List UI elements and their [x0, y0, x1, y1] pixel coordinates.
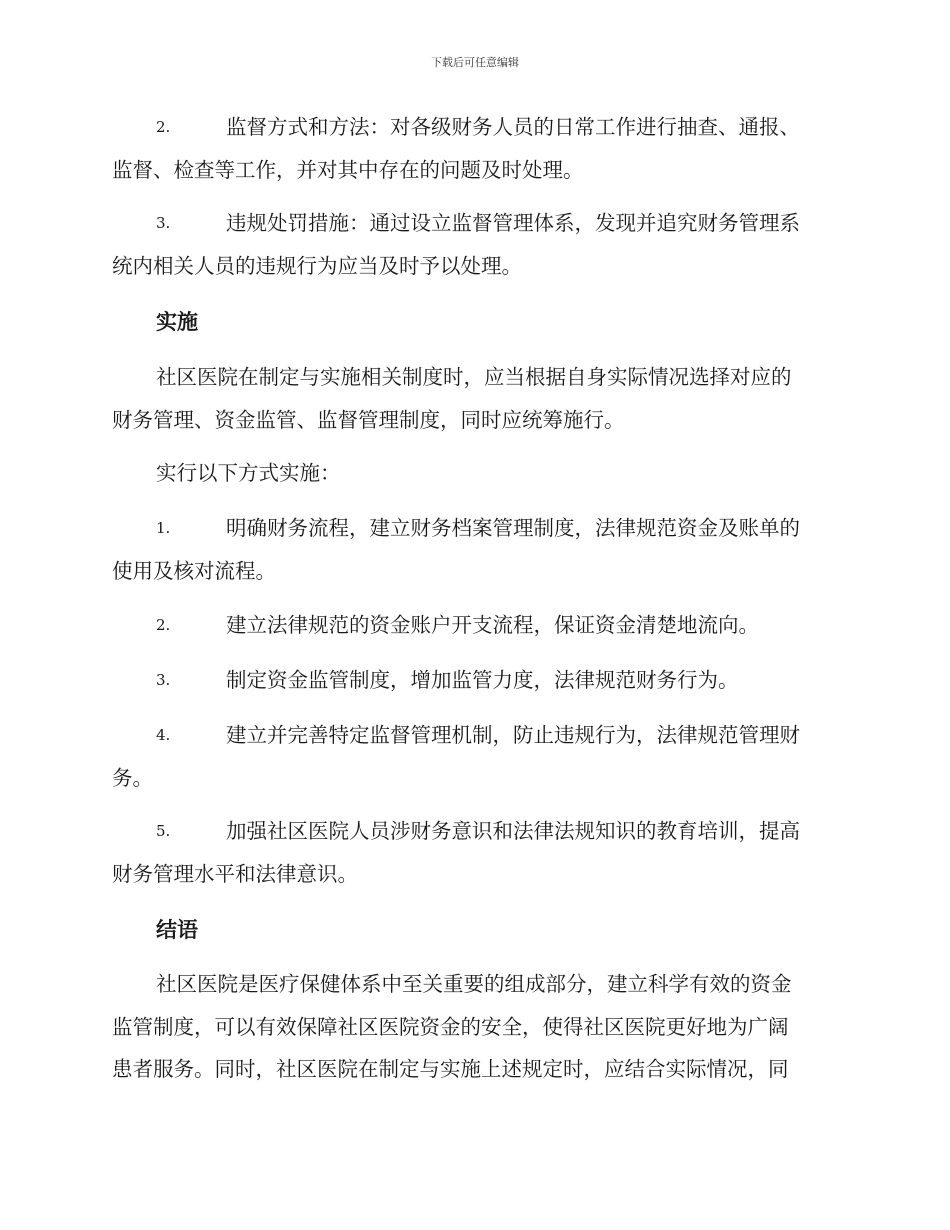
paragraph-line-2: 监管制度，可以有效保障社区医院资金的安全，使得社区医院更好地为广阔 — [112, 1014, 789, 1039]
list-text-line-1: 监督方式和方法：对各级财务人员的日常工作进行抽查、通报、 — [226, 115, 800, 139]
paragraph-line-1: 实行以下方式实施： — [156, 461, 341, 485]
list-text-line-2: 统内相关人员的违规行为应当及时予以处理。 — [112, 253, 522, 278]
paragraph-line-2: 财务管理、资金监管、监督管理制度，同时应统筹施行。 — [112, 407, 625, 432]
list-item-2-supervision — [112, 106, 834, 191]
list-number: 3. — [156, 214, 171, 232]
list-text-line-1: 违规处罚措施：通过设立监督管理体系，发现并追究财务管理系 — [226, 211, 800, 235]
list-number: 2. — [156, 118, 171, 136]
paragraph-line-1: 社区医院是医疗保健体系中至关重要的组成部分，建立科学有效的资金 — [156, 972, 792, 996]
list-number: 4. — [156, 726, 171, 744]
list-number: 5. — [156, 822, 171, 840]
list-text-line-1: 制定资金监管制度，增加监管力度，法律规范财务行为。 — [226, 668, 739, 692]
list-text-line-1: 建立法律规范的资金账户开支流程，保证资金清楚地流向。 — [226, 613, 759, 637]
list-item-1-workflow — [112, 507, 834, 592]
list-item-2-accounts — [112, 604, 834, 647]
list-item-4-mechanism — [112, 714, 834, 799]
list-number: 3. — [156, 671, 171, 689]
list-item-3-penalty — [112, 202, 834, 287]
list-number: 2. — [156, 616, 171, 634]
list-text-line-2: 使用及核对流程。 — [112, 558, 276, 583]
list-text-line-1: 明确财务流程，建立财务档案管理制度，法律规范资金及账单的 — [226, 516, 800, 540]
paragraph-implementation — [112, 356, 834, 441]
list-number: 1. — [156, 519, 171, 537]
list-item-5-training — [112, 810, 834, 895]
list-text-line-1: 建立并完善特定监督管理机制，防止违规行为，法律规范管理财 — [226, 723, 800, 747]
paragraph-line-1: 社区医院在制定与实施相关制度时，应当根据自身实际情况选择对应的 — [156, 365, 792, 389]
page-header: 下载后可任意编辑 — [431, 56, 519, 69]
list-text-line-2: 财务管理水平和法律意识。 — [112, 861, 358, 886]
list-text-line-1: 加强社区医院人员涉财务意识和法律法规知识的教育培训，提高 — [226, 819, 800, 843]
list-item-3-fund-supervision — [112, 659, 834, 702]
list-text-line-2: 监督、检查等工作，并对其中存在的问题及时处理。 — [112, 157, 584, 182]
paragraph-conclusion — [112, 963, 834, 1091]
list-text-line-2: 务。 — [112, 765, 153, 790]
section-heading-conclusion: 结语 — [156, 918, 198, 942]
paragraph-line-3: 患者服务。同时，社区医院在制定与实施上述规定时，应结合实际情况，同 — [112, 1057, 789, 1081]
section-heading-implementation: 实施 — [156, 310, 198, 334]
paragraph-methods — [112, 452, 834, 495]
